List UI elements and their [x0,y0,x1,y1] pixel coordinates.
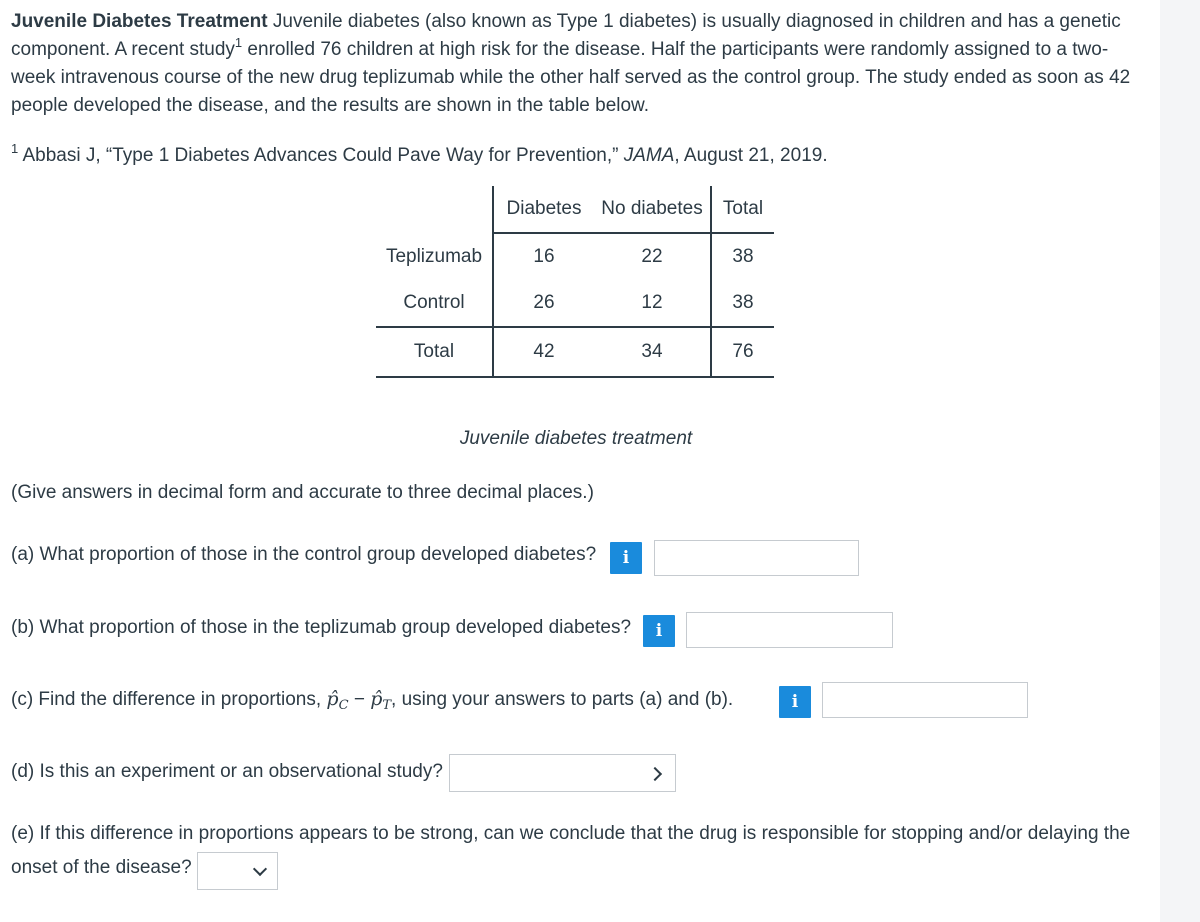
footnote-journal: JAMA [623,145,675,166]
data-table [376,186,774,378]
intro-text-1: Juvenile diabetes (also known as Type 1 diabetes) is usually diagnosed in children and has a genetic component. A recent study [11,11,1121,60]
question-a-text: (a) What proportion of those in the control group developed diabetes? [11,544,597,565]
footnote-ref: 1 [234,34,243,50]
table-cell: 38 [711,280,774,327]
minus-sign: − [348,689,371,710]
table-header-cell [376,186,493,233]
intro-text-2: enrolled 76 children at high risk for the disease. Half the participants were randomly assigned to a two-week intravenous course of the new drug teplizumab while the other half served as the control group. The study ended as soon as 42 people developed the disease, and the results are shown in the table below. [11,39,1131,116]
question-b-text: (b) What proportion of those in the teplizumab group developed diabetes? [11,617,632,638]
instructions: (Give answers in decimal form and accurate to three decimal places.) [11,482,594,503]
answer-c-input[interactable] [822,682,1028,718]
table-header-row [376,186,774,233]
question-e-text-line1: (e) If this difference in proportions appears to be strong, can we conclude that the drug is responsible for stopping and/or delaying the [11,823,1131,844]
table-row [376,280,774,327]
table-cell: 22 [594,233,711,280]
table-cell: 76 [711,327,774,377]
p-hat-symbol: p̂ [326,688,339,710]
p-hat-symbol: p̂ [370,688,383,710]
table-header-cell: No diabetes [594,186,711,233]
table-caption: Juvenile diabetes treatment [459,428,693,449]
chevron-down-icon [253,862,267,876]
table-row [376,233,774,280]
table-row-label: Teplizumab [376,233,493,280]
question-c-text [11,688,733,711]
table-header-cell: Diabetes [493,186,594,233]
table-cell: 26 [493,280,594,327]
table-cell: 38 [732,246,754,267]
answer-d-dropdown[interactable] [449,754,676,792]
page-right-gutter [1160,0,1200,922]
table-cell: 16 [533,246,555,267]
subscript-c: C [338,698,349,713]
footnote-marker: 1 [11,140,19,156]
info-icon[interactable]: i [779,686,811,718]
footnote [11,142,828,170]
table-row-label: Total [376,327,493,377]
answer-e-dropdown[interactable] [197,852,278,890]
table-cell: 12 [594,280,711,327]
table-row [376,327,774,377]
question-c-text-1: (c) Find the difference in proportions, [11,689,327,710]
problem-title: Juvenile Diabetes Treatment [11,11,268,32]
info-icon[interactable]: i [643,615,675,647]
table-cell: 42 [493,327,594,377]
table-row-label: Control [376,280,493,327]
question-c-text-2: , using your answers to parts (a) and (b). [391,689,734,710]
chevron-right-icon [648,767,662,781]
answer-b-input[interactable] [686,612,893,648]
footnote-text-2: , August 21, 2019. [674,145,828,166]
question-d-text: (d) Is this an experiment or an observational study? [11,761,443,782]
table-header-cell: Total [711,186,774,233]
info-icon[interactable]: i [610,542,642,574]
answer-a-input[interactable] [654,540,859,576]
subscript-t: T [382,698,392,713]
table-cell: 34 [594,327,711,377]
question-e-text-line2: onset of the disease? [11,857,192,878]
problem-intro [11,8,1146,120]
footnote-text-1: Abbasi J, “Type 1 Diabetes Advances Could Pave Way for Prevention,” [18,145,624,166]
